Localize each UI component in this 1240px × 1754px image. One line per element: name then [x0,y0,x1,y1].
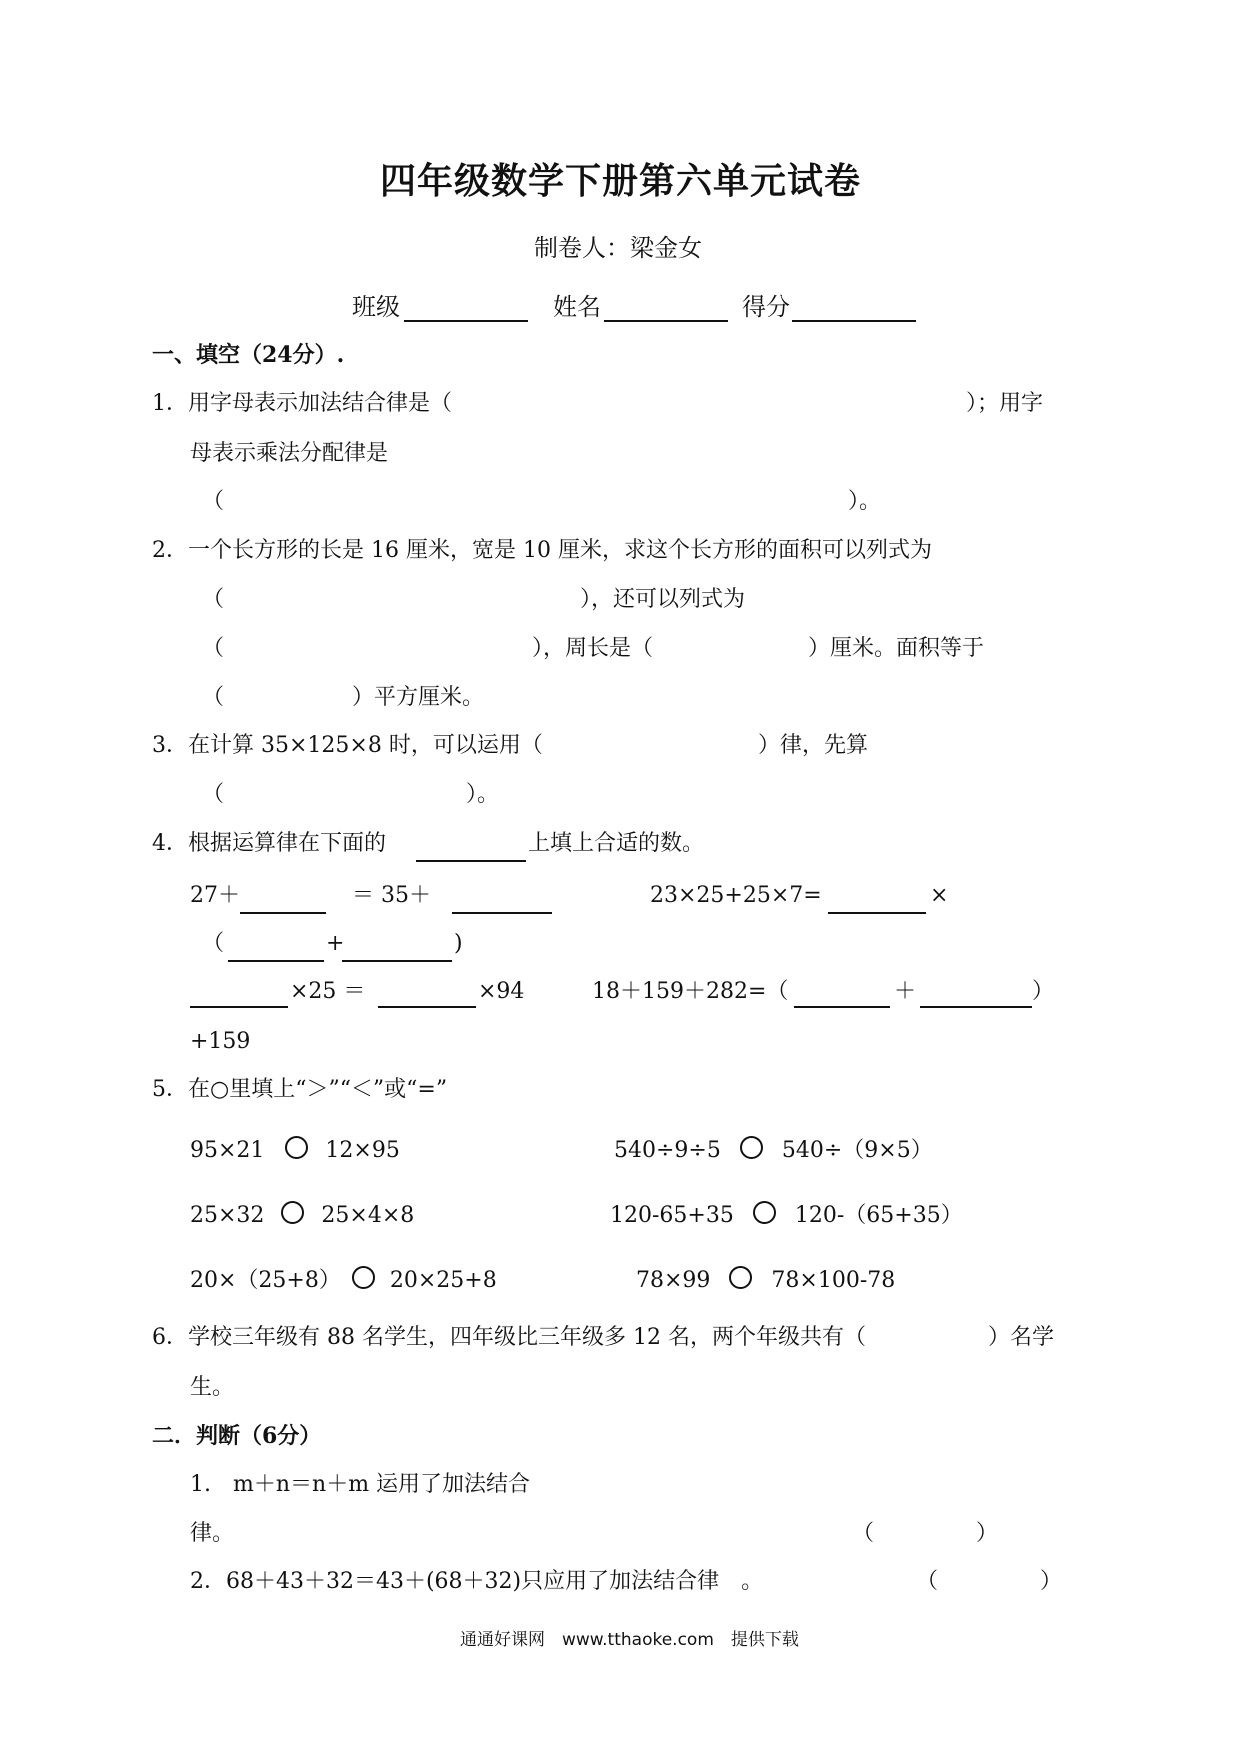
judge-q2-line1: 2．68＋43＋32＝43＋(68＋32)只应用了加法结合律 。 [190,1569,764,1594]
q1-line1-end: ）；用字 [966,391,1044,416]
judge-q1-paren-close[interactable]: ） [976,1521,999,1546]
q4-eq4-blank2[interactable] [920,1006,1032,1008]
q4-eq3-blank2[interactable] [378,1006,476,1008]
q4-eq1-blank2[interactable] [452,912,552,914]
download-footer: 通通好课网 www.tthaoke.com 提供下载 [460,1630,799,1650]
q4-eq4-blank1[interactable] [794,1006,890,1008]
q4-line1: 4．根据运算律在下面的 [152,831,386,856]
q4-line1-end: 上填上合适的数。 [528,831,705,856]
q4-eq2-blank2[interactable] [228,960,324,962]
q5-item-5 [190,1266,497,1295]
judge-q1-paren-open[interactable]: （ [852,1521,875,1546]
q4-eq3-b: ×94 [478,979,525,1004]
q5-item-5-left: 20×（25+8） [190,1268,341,1293]
compare-circle-2[interactable] [740,1136,763,1159]
q5-item-2-left: 540÷9÷5 [614,1138,721,1163]
judge-q1-line1: 1. m＋n＝n＋m 运用了加法结合 [190,1472,531,1497]
name-label: 姓名 [553,293,601,321]
q4-eq1-blank1[interactable] [240,912,326,914]
section-heading-fill-in: 一、填空（24分）. [152,342,345,368]
q6-line1-end: ）名学 [988,1325,1055,1350]
compare-circle-4[interactable] [753,1201,776,1224]
q5-item-6 [636,1266,895,1295]
q2-line3-end: ）厘米。面积等于 [808,636,985,661]
q5-item-3-right: 25×4×8 [321,1203,415,1228]
q4-eq2-e: ) [454,931,463,956]
q4-eq2-c: （ [202,931,225,956]
q1-line3-close: ）。 [848,489,882,514]
compare-circle-3[interactable] [281,1201,304,1224]
q4-eq1-a: 27＋ [190,883,240,908]
q4-eq2-b: × [930,883,949,908]
q5-item-4-left: 120-65+35 [610,1203,734,1228]
q6-line1: 6．学校三年级有 88 名学生，四年级比三年级多 12 名，两个年级共有（ [152,1325,866,1350]
q4-example-blank [416,860,526,862]
q1-line3-open: （ [202,489,225,514]
q2-line3-open: （ [202,636,225,661]
q5-item-6-right: 78×100-78 [771,1268,896,1293]
judge-q1-line2: 律。 [190,1521,235,1546]
score-blank[interactable] [792,320,916,322]
score-label: 得分 [742,293,790,321]
author-line: 制卷人：梁金女 [534,234,702,262]
q1-line2: 母表示乘法分配律是 [190,441,389,466]
compare-circle-1[interactable] [285,1136,308,1159]
judge-q2-paren-open[interactable]: （ [916,1569,939,1594]
q5-item-2 [614,1136,933,1165]
q5-item-6-left: 78×99 [636,1268,711,1293]
judge-q2-paren-close[interactable]: ） [1040,1569,1063,1594]
q5-item-4-right: 120-（65+35） [794,1203,963,1228]
name-blank[interactable] [604,320,728,322]
compare-circle-5[interactable] [352,1266,375,1289]
q1-line1: 1．用字母表示加法结合律是（ [152,391,452,416]
q4-eq2-blank3[interactable] [342,960,452,962]
q2-line1: 2．一个长方形的长是 16 厘米，宽是 10 厘米，求这个长方形的面积可以列式为 [152,538,932,563]
q3-line2-close: ）。 [466,782,500,807]
q5-item-5-right: 20×25+8 [389,1268,497,1293]
q5-item-3-left: 25×32 [190,1203,265,1228]
q4-eq3-a: ×25 ＝ [290,979,366,1004]
class-label: 班级 [352,293,400,321]
q5-item-3 [190,1201,414,1230]
q5-item-1 [190,1136,400,1165]
q2-line2-open: （ [202,587,225,612]
q2-line3-mid: ），周长是（ [532,636,654,661]
q5-item-2-right: 540÷（9×5） [781,1138,933,1163]
q2-line4-rest: ）平方厘米。 [352,685,485,710]
page-title: 四年级数学下册第六单元试卷 [380,161,862,202]
class-blank[interactable] [404,320,528,322]
q4-eq4-a: 18＋159＋282=（ [592,979,789,1004]
q4-eq4-b: ＋ [894,979,917,1004]
q4-eq4-c: ） [1032,979,1055,1004]
q4-eq2-a: 23×25+25×7= [650,883,822,908]
q3-line1: 3．在计算 35×125×8 时，可以运用（ [152,733,543,758]
q2-line2-rest: ），还可以列式为 [580,587,746,612]
q4-eq2-d: + [326,931,345,956]
q5-item-1-left: 95×21 [190,1138,265,1163]
q2-line4-open: （ [202,685,225,710]
q4-eq3-blank1[interactable] [190,1006,288,1008]
compare-circle-6[interactable] [729,1266,752,1289]
section-heading-judge: 二．判断（6分） [152,1423,322,1449]
q3-line2-open: （ [202,782,225,807]
q5-heading: 5．在○里填上“＞”“＜”或“=” [152,1077,448,1102]
q6-line2: 生。 [190,1375,235,1400]
q5-item-4 [610,1201,963,1230]
q5-item-1-right: 12×95 [325,1138,400,1163]
q4-eq1-b: ＝ 35＋ [352,883,431,908]
q3-line1-end: ）律，先算 [758,733,869,758]
q4-eq4-d: +159 [190,1029,251,1054]
q4-eq2-blank1[interactable] [828,912,926,914]
